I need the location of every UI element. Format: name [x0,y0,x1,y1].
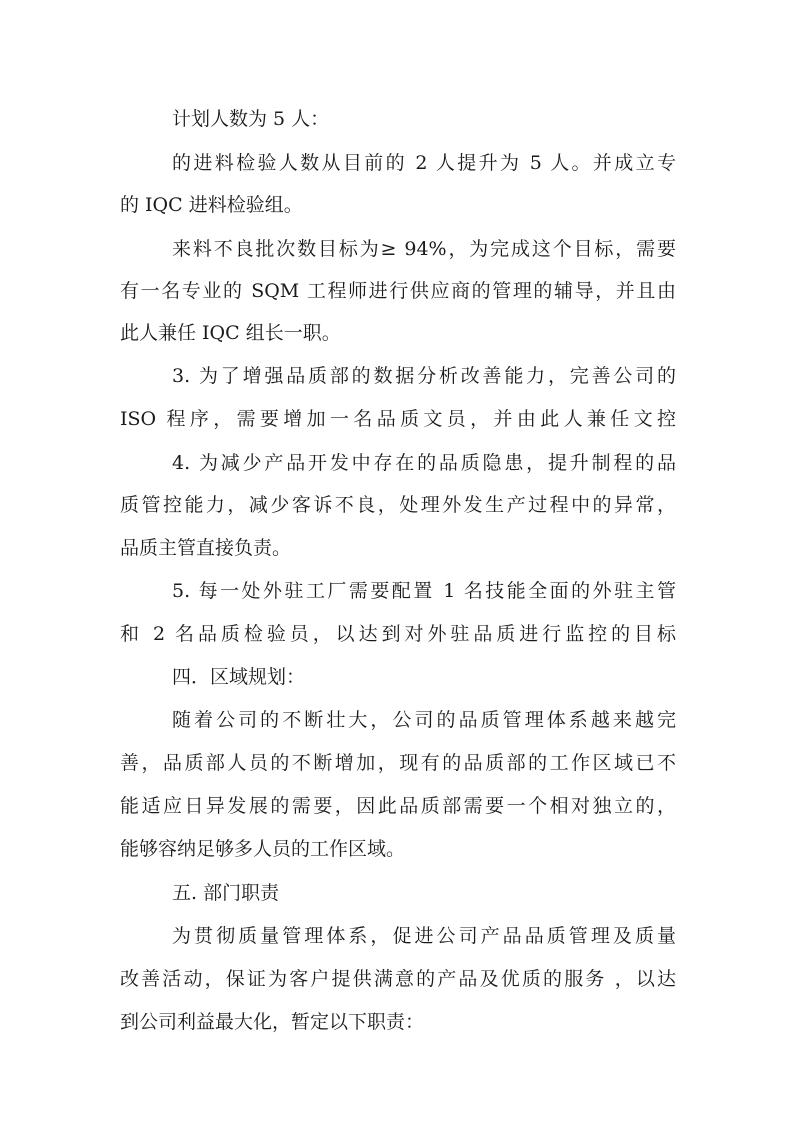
text-line: 计划人数为 5 人： [172,108,330,130]
section-heading: 四．区域规划： [172,666,306,688]
text-line: 4. 为减少产品开发中存在的品质隐患，提升制程的品 [172,452,676,474]
text-line: 随着公司的不断壮大，公司的品质管理体系越来越完 [172,709,676,731]
text-line: ISO 程序，需要增加一名品质文员，并由此人兼任文控 [120,408,676,430]
text-line: 此人兼任 IQC 组长一职。 [120,322,341,344]
text-line: 的进料检验人数从目前的 2 人提升为 5 人。并成立专 [172,152,676,174]
text-line: 善，品质部人员的不断增加，现有的品质部的工作区域已不 [120,752,676,774]
section-heading: 五. 部门职责 [172,882,280,904]
text-line: 3. 为了增强品质部的数据分析改善能力，完善公司的 [172,365,676,387]
text-line: 5. 每一处外驻工厂需要配置 1 名技能全面的外驻主管 [172,580,676,602]
text-line: 和 2 名品质检验员，以达到对外驻品质进行监控的目标 [120,623,676,645]
text-line: 的 IQC 进料检验组。 [120,194,303,216]
text-line: 来料不良批次数目标为≥ 94%，为完成这个目标，需要 [172,238,676,260]
text-line: 质管控能力，减少客诉不良，处理外发生产过程中的异常， [120,494,676,516]
text-line: 能适应日异发展的需要，因此品质部需要一个相对独立的， [120,795,676,817]
text-line: 到公司利益最大化，暂定以下职责： [120,1011,425,1033]
text-line: 品质主管直接负责。 [120,537,292,559]
text-line: 为贯彻质量管理体系，促进公司产品品质管理及质量 [172,925,676,947]
text-line: 能够容纳足够多人员的工作区域。 [120,838,406,860]
text-line: 改善活动，保证为客户提供满意的产品及优质的服务 ，以达 [120,968,676,990]
text-line: 有一名专业的 SQM 工程师进行供应商的管理的辅导，并且由 [120,280,676,302]
